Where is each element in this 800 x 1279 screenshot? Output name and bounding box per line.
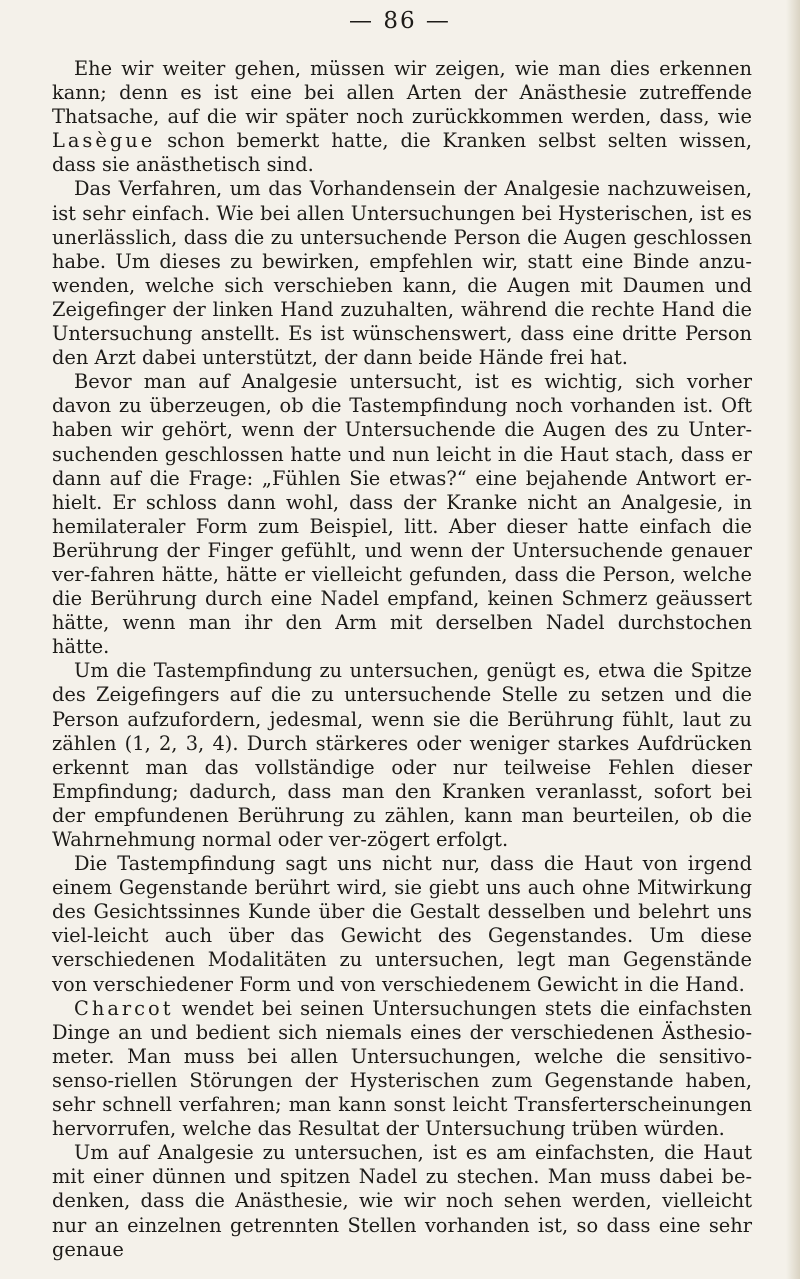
- text-run: Um die Tastempfindung zu untersuchen, genügt es, etwa die Spitze des Zeigefingers auf die zu untersuchende Stelle zu setzen und die Person aufzufordern, jedesmal, wenn sie die Berührung fühlt, laut zu zählen (1, 2, 3, 4). Durch stärkeres oder weniger starkes Aufdrücken erkennt man das vollständige oder nur teilweise Fehlen dieser Empfindung; dadurch, dass man den Kranken veranlasst, sofort bei der empfundenen Berührung zu zählen, kann man beurteilen, ob die Wahrnehmung normal oder ver-zögert erfolgt.: [52, 659, 752, 851]
- text-run: Die Tastempfindung sagt uns nicht nur, dass die Haut von irgend einem Gegenstande berührt wird, sie giebt uns auch ohne Mitwirkung des Gesichtssinnes Kunde über die Gestalt desselben und belehrt uns viel-leicht auch über das Gewicht des Gegenstandes. Um diese verschiedenen Modalitäten zu untersuchen, legt man Gegenstände von verschiedener Form und von verschiedenem Gewicht in die Hand.: [52, 852, 752, 996]
- paragraph: [52, 370, 752, 659]
- paragraph: [52, 997, 752, 1142]
- page-number: — 86 —: [349, 8, 451, 34]
- text-run: wendet bei seinen Untersuchungen stets die einfachsten Dinge an und bedient sich niemals eines der verschiedenen Ästhesio-meter. Man muss bei allen Untersuchungen, welche die sensitivo-senso-riellen Störungen der Hysterischen zum Gegenstande haben, sehr schnell verfahren; man kann sonst leicht Transferterscheinungen hervorrufen, welche das Resultat der Untersuchung trüben würden.: [52, 996, 752, 1141]
- author-name: Charcot: [74, 996, 174, 1020]
- text-run: schon bemerkt hatte, die Kranken selbst selten wissen, dass sie anästhetisch sind.: [52, 129, 752, 177]
- paragraph: [52, 1141, 752, 1261]
- author-name: Lasègue: [52, 129, 156, 153]
- paragraph: [52, 659, 752, 852]
- text-run: Ehe wir weiter gehen, müssen wir zeigen, wie man dies erkennen kann; denn es ist eine bei allen Arten der Anästhesie zutreffende Thatsache, auf die wir später noch zurückkommen werden, dass, wie: [52, 57, 752, 129]
- paragraph: [52, 852, 752, 997]
- paragraph: [52, 57, 752, 177]
- text-run: Das Verfahren, um das Vorhandensein der Analgesie nachzuweisen, ist sehr einfach. Wie bei allen Untersuchungen bei Hysterischen, ist es unerlässlich, dass die zu untersuchende Person die Augen geschlossen habe. Um dieses zu bewirken, empfehlen wir, statt eine Binde anzu-wenden, welche sich verschieben kann, die Augen mit Daumen und Zeigefinger der linken Hand zuzuhalten, während die rechte Hand die Untersuchung anstellt. Es ist wünschenswert, dass eine dritte Person den Arzt dabei unterstützt, der dann beide Hände frei hat.: [52, 177, 752, 370]
- paragraph: [52, 177, 752, 370]
- text-run: Um auf Analgesie zu untersuchen, ist es am einfachsten, die Haut mit einer dünnen und spitzen Nadel zu stechen. Man muss dabei be-denken, dass die Anästhesie, wie wir noch sehen werden, vielleicht nur an einzelnen getrennten Stellen vorhanden ist, so dass eine sehr genaue: [52, 1141, 752, 1261]
- page-edge: [786, 0, 800, 1279]
- body-text: [52, 57, 752, 1262]
- text-run: Bevor man auf Analgesie untersucht, ist es wichtig, sich vorher davon zu überzeugen, ob die Tastempfindung noch vorhanden ist. Oft haben wir gehört, wenn der Untersuchende die Augen des zu Unter-suchenden geschlossen hatte und nun leicht in die Haut stach, dass er dann auf die Frage: „Fühlen Sie etwas?“ eine bejahende Antwort er-hielt. Er schloss dann wohl, dass der Kranke nicht an Analgesie, in hemilateraler Form zum Beispiel, litt. Aber dieser hatte einfach die Berührung der Finger gefühlt, und wenn der Untersuchende genauer ver-fahren hätte, hätte er vielleicht gefunden, dass die Person, welche die Berührung durch eine Nadel empfand, keinen Schmerz geäussert hätte, wenn man ihr den Arm mit derselben Nadel durchstochen hätte.: [52, 370, 752, 659]
